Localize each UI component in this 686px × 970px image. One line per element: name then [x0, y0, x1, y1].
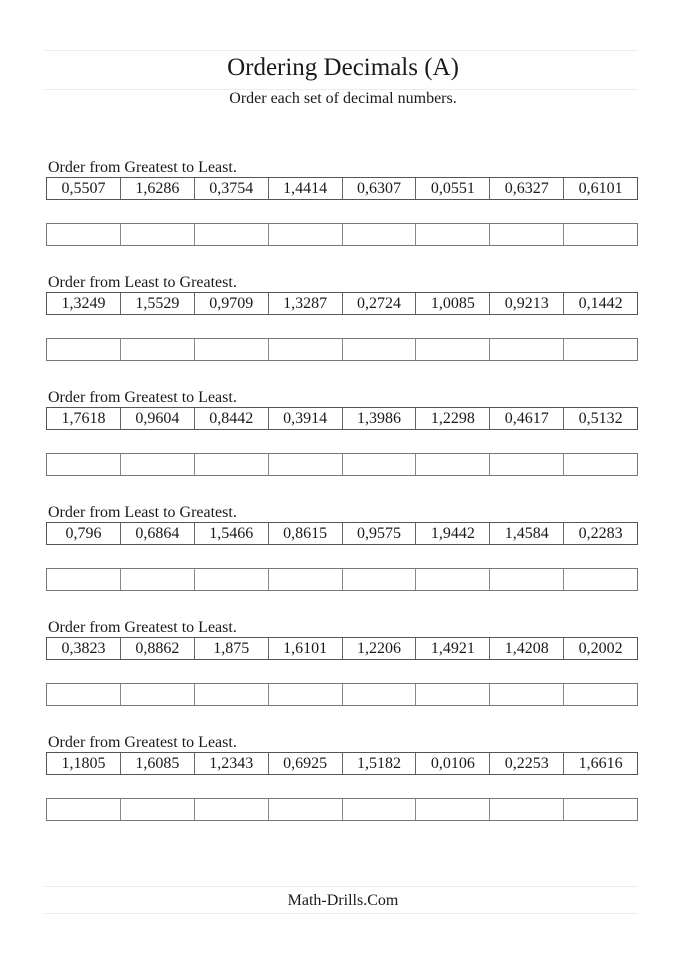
answer-row [46, 568, 638, 591]
decimal-cell: 1,4584 [490, 523, 564, 544]
problem-instruction: Order from Least to Greatest. [48, 274, 237, 291]
problem-instruction: Order from Greatest to Least. [48, 159, 237, 176]
decimal-cell: 0,4617 [490, 408, 564, 429]
answer-box[interactable] [564, 224, 637, 245]
worksheet-title: Ordering Decimals (A) [227, 54, 459, 81]
answer-box[interactable] [343, 454, 417, 475]
decimal-cell: 1,7618 [47, 408, 121, 429]
answer-box[interactable] [490, 684, 564, 705]
decimal-cell: 0,6327 [490, 178, 564, 199]
decimal-cell: 1,4208 [490, 638, 564, 659]
decimal-cell: 1,4921 [416, 638, 490, 659]
decimal-cell: 0,3914 [269, 408, 343, 429]
decimal-cell: 1,2298 [416, 408, 490, 429]
decimal-cell: 1,9442 [416, 523, 490, 544]
number-row [46, 177, 638, 200]
answer-box[interactable] [416, 569, 490, 590]
answer-box[interactable] [343, 569, 417, 590]
answer-box[interactable] [195, 339, 269, 360]
number-row [46, 752, 638, 775]
decimal-cell: 1,3287 [269, 293, 343, 314]
decimal-cell: 0,6925 [269, 753, 343, 774]
decimal-cell: 1,2206 [343, 638, 417, 659]
answer-box[interactable] [416, 799, 490, 820]
answer-box[interactable] [121, 339, 195, 360]
answer-box[interactable] [490, 454, 564, 475]
decimal-cell: 1,5182 [343, 753, 417, 774]
decimal-cell: 0,9575 [343, 523, 417, 544]
decimal-cell: 1,5529 [121, 293, 195, 314]
decimal-cell: 1,2343 [195, 753, 269, 774]
decimal-cell: 0,2253 [490, 753, 564, 774]
decimal-cell: 0,0106 [416, 753, 490, 774]
decimal-cell: 1,6286 [121, 178, 195, 199]
answer-box[interactable] [564, 339, 637, 360]
decimal-cell: 0,6307 [343, 178, 417, 199]
answer-box[interactable] [195, 684, 269, 705]
decimal-cell: 0,2724 [343, 293, 417, 314]
answer-box[interactable] [343, 224, 417, 245]
answer-box[interactable] [269, 569, 343, 590]
answer-box[interactable] [564, 569, 637, 590]
answer-box[interactable] [269, 339, 343, 360]
decimal-cell: 0,8862 [121, 638, 195, 659]
decimal-cell: 0,5132 [578, 410, 623, 427]
problem-instruction: Order from Greatest to Least. [48, 389, 237, 406]
problem-instruction: Order from Greatest to Least. [48, 734, 237, 751]
answer-box[interactable] [121, 684, 195, 705]
answer-box[interactable] [47, 569, 121, 590]
number-row [46, 637, 638, 660]
number-row [46, 407, 638, 430]
decimal-cell: 0,6101 [578, 180, 623, 197]
answer-row [46, 338, 638, 361]
answer-box[interactable] [121, 569, 195, 590]
problem-instruction: Order from Greatest to Least. [48, 619, 237, 636]
footer-credit: Math-Drills.Com [287, 892, 399, 909]
decimal-cell: 0,0551 [416, 178, 490, 199]
decimal-cell: 0,8615 [269, 523, 343, 544]
decimal-cell: 1,3986 [343, 408, 417, 429]
answer-box[interactable] [195, 224, 269, 245]
decimal-cell: 0,9709 [195, 293, 269, 314]
decimal-cell: 1,6616 [578, 755, 623, 772]
answer-box[interactable] [416, 339, 490, 360]
decimal-cell: 0,3754 [195, 178, 269, 199]
answer-box[interactable] [269, 224, 343, 245]
answer-box[interactable] [343, 684, 417, 705]
answer-box[interactable] [195, 454, 269, 475]
answer-box[interactable] [47, 339, 121, 360]
answer-row [46, 798, 638, 821]
decimal-cell: 1,0085 [416, 293, 490, 314]
answer-box[interactable] [269, 454, 343, 475]
decimal-cell: 0,8442 [195, 408, 269, 429]
answer-box[interactable] [195, 799, 269, 820]
answer-box[interactable] [416, 224, 490, 245]
answer-box[interactable] [564, 454, 637, 475]
answer-box[interactable] [416, 454, 490, 475]
answer-box[interactable] [121, 799, 195, 820]
answer-box[interactable] [490, 569, 564, 590]
answer-box[interactable] [269, 684, 343, 705]
decimal-cell: 1,875 [195, 638, 269, 659]
decimal-cell: 0,1442 [578, 295, 623, 312]
decimal-cell: 0,796 [47, 523, 121, 544]
answer-box[interactable] [416, 684, 490, 705]
decimal-cell: 0,2002 [578, 640, 623, 657]
decimal-cell: 0,5507 [47, 178, 121, 199]
problem-instruction: Order from Least to Greatest. [48, 504, 237, 521]
number-row [46, 292, 638, 315]
answer-box[interactable] [343, 799, 417, 820]
decimal-cell: 1,1805 [47, 753, 121, 774]
decimal-cell: 0,9213 [490, 293, 564, 314]
answer-box[interactable] [269, 799, 343, 820]
decimal-cell: 1,6101 [269, 638, 343, 659]
answer-row [46, 453, 638, 476]
answer-box[interactable] [490, 799, 564, 820]
answer-box[interactable] [490, 224, 564, 245]
decimal-cell: 1,3249 [47, 293, 121, 314]
answer-box[interactable] [47, 684, 121, 705]
answer-box[interactable] [47, 799, 121, 820]
answer-row [46, 223, 638, 246]
decimal-cell: 0,2283 [578, 525, 623, 542]
answer-row [46, 683, 638, 706]
decimal-cell: 1,5466 [195, 523, 269, 544]
decimal-cell: 0,9604 [121, 408, 195, 429]
worksheet-subtitle: Order each set of decimal numbers. [229, 90, 457, 107]
decimal-cell: 0,6864 [121, 523, 195, 544]
answer-box[interactable] [564, 684, 637, 705]
answer-box[interactable] [121, 224, 195, 245]
decimal-cell: 1,6085 [121, 753, 195, 774]
answer-box[interactable] [564, 799, 637, 820]
answer-box[interactable] [343, 339, 417, 360]
number-row [46, 522, 638, 545]
answer-box[interactable] [195, 569, 269, 590]
answer-box[interactable] [121, 454, 195, 475]
answer-box[interactable] [47, 224, 121, 245]
decimal-cell: 0,3823 [47, 638, 121, 659]
decimal-cell: 1,4414 [269, 178, 343, 199]
answer-box[interactable] [490, 339, 564, 360]
answer-box[interactable] [47, 454, 121, 475]
